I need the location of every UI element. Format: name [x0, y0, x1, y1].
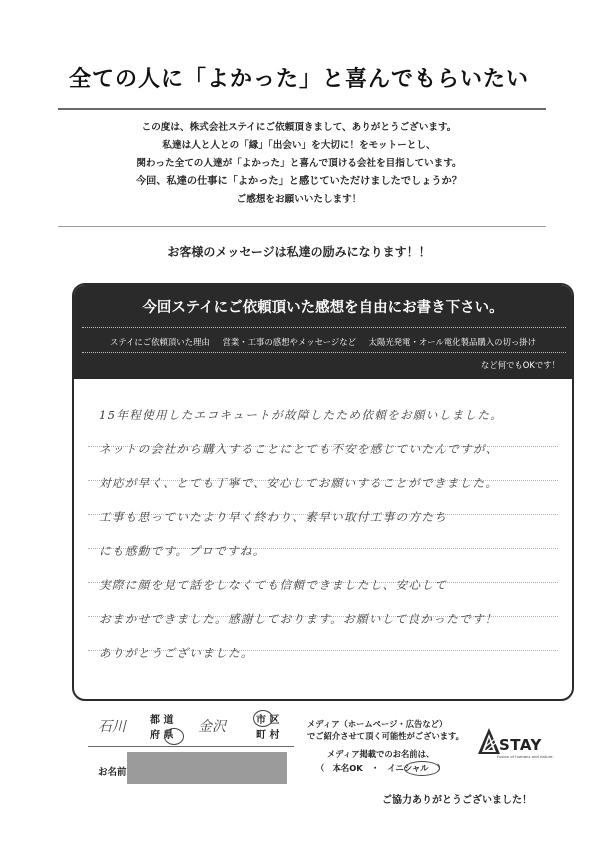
feedback-box-header	[74, 285, 572, 379]
intro-line-1: この度は、株式会社ステイにご依頼頂きまして、ありがとうございます。	[141, 122, 457, 133]
address-underline	[88, 746, 294, 747]
media-notice-line: メディア（ホームページ・広告など）	[307, 719, 448, 729]
handwritten-line: 対応が早く、とても丁寧で、安心してお願いすることができました。	[99, 476, 499, 490]
handwritten-line: ありがとうございました。	[99, 646, 254, 660]
handwritten-line: おまかせできました。感謝しております。お願いして良かったです！	[99, 612, 498, 626]
city-option: 市	[256, 715, 266, 726]
handwritten-line: にも感動です。プロですね。	[99, 544, 266, 558]
city-option: 町	[256, 730, 266, 741]
media-consent-question: メディア掲載でのお名前は、	[326, 749, 435, 759]
prefecture-option: 道	[163, 715, 174, 726]
hint-list	[74, 336, 572, 348]
message-heading: お客様のメッセージは私達の励みになります！！	[167, 245, 431, 259]
intro-line-5: ご感想をお願いいたします！	[236, 194, 362, 205]
selection-circle	[253, 710, 273, 727]
thanks-message: ご協力ありがとうございました！	[382, 795, 532, 806]
logo-text: STAY	[499, 736, 542, 754]
hint-item: 太陽光発電・オール電化製品購入の切っ掛け	[368, 337, 536, 347]
intro-text	[0, 119, 598, 209]
hint-item: 営業・工事の感想やメッセージなど	[222, 337, 356, 347]
handwritten-message	[99, 398, 569, 670]
name-redaction	[127, 752, 287, 784]
name-label: お名前	[98, 767, 127, 778]
hint-item: ステイにご依頼頂いた理由	[110, 337, 210, 347]
prefecture-option: 府	[150, 730, 160, 741]
page-title: 全ての人に「よかった」と喜んでもらいたい	[68, 67, 529, 92]
city-handwritten: 金沢	[198, 719, 226, 735]
handwritten-line: ネットの会社から購入することにとても不安を感じていたんですが、	[99, 442, 499, 456]
prefecture-option: 県	[163, 730, 174, 741]
prefecture-handwritten: 石川	[98, 719, 126, 735]
city-option: 村	[269, 730, 280, 741]
intro-line-3: 関わった全ての人達が「よかった」と喜んで頂ける会社を目指しています。	[136, 158, 462, 169]
title-divider	[58, 108, 546, 110]
feedback-box-title: 今回ステイにご依頼頂いた感想を自由にお書き下さい。	[142, 300, 504, 316]
logo-tagline: Fusion of humans and nature.	[497, 754, 554, 759]
city-option: 区	[269, 715, 280, 726]
hint-last: など何でもOKです！	[480, 360, 560, 370]
media-notice-line: でご紹介させて頂く可能性がございます。	[307, 731, 464, 741]
selection-circle	[164, 728, 184, 745]
stay-logo-icon	[478, 728, 500, 756]
selection-circle	[404, 761, 440, 776]
media-notice	[307, 718, 464, 742]
intro-divider	[58, 226, 546, 227]
media-consent-options: （ 本名OK ・ イニシャル ）	[316, 763, 446, 773]
intro-line-4: 今回、私達の仕事に「よかった」と感じていただけましたでしょうか？	[136, 176, 462, 187]
header-dotted-line	[82, 327, 566, 328]
handwritten-line: 工事も思っていたより早く終わり、素早い取付工事の方たち	[99, 510, 448, 524]
handwritten-line: 15年程使用したエコキュートが故障したため依頼をお願いしました。	[99, 408, 504, 422]
handwritten-line: 実際に顔を見て話をしなくても信頼できましたし、安心して	[99, 578, 448, 592]
feedback-box	[72, 283, 574, 701]
intro-line-2: 私達は人と人との「縁」「出会い」を大切に！をモットーとし、	[162, 140, 436, 151]
header-dotted-line	[82, 352, 566, 353]
prefecture-option: 都	[150, 715, 160, 726]
